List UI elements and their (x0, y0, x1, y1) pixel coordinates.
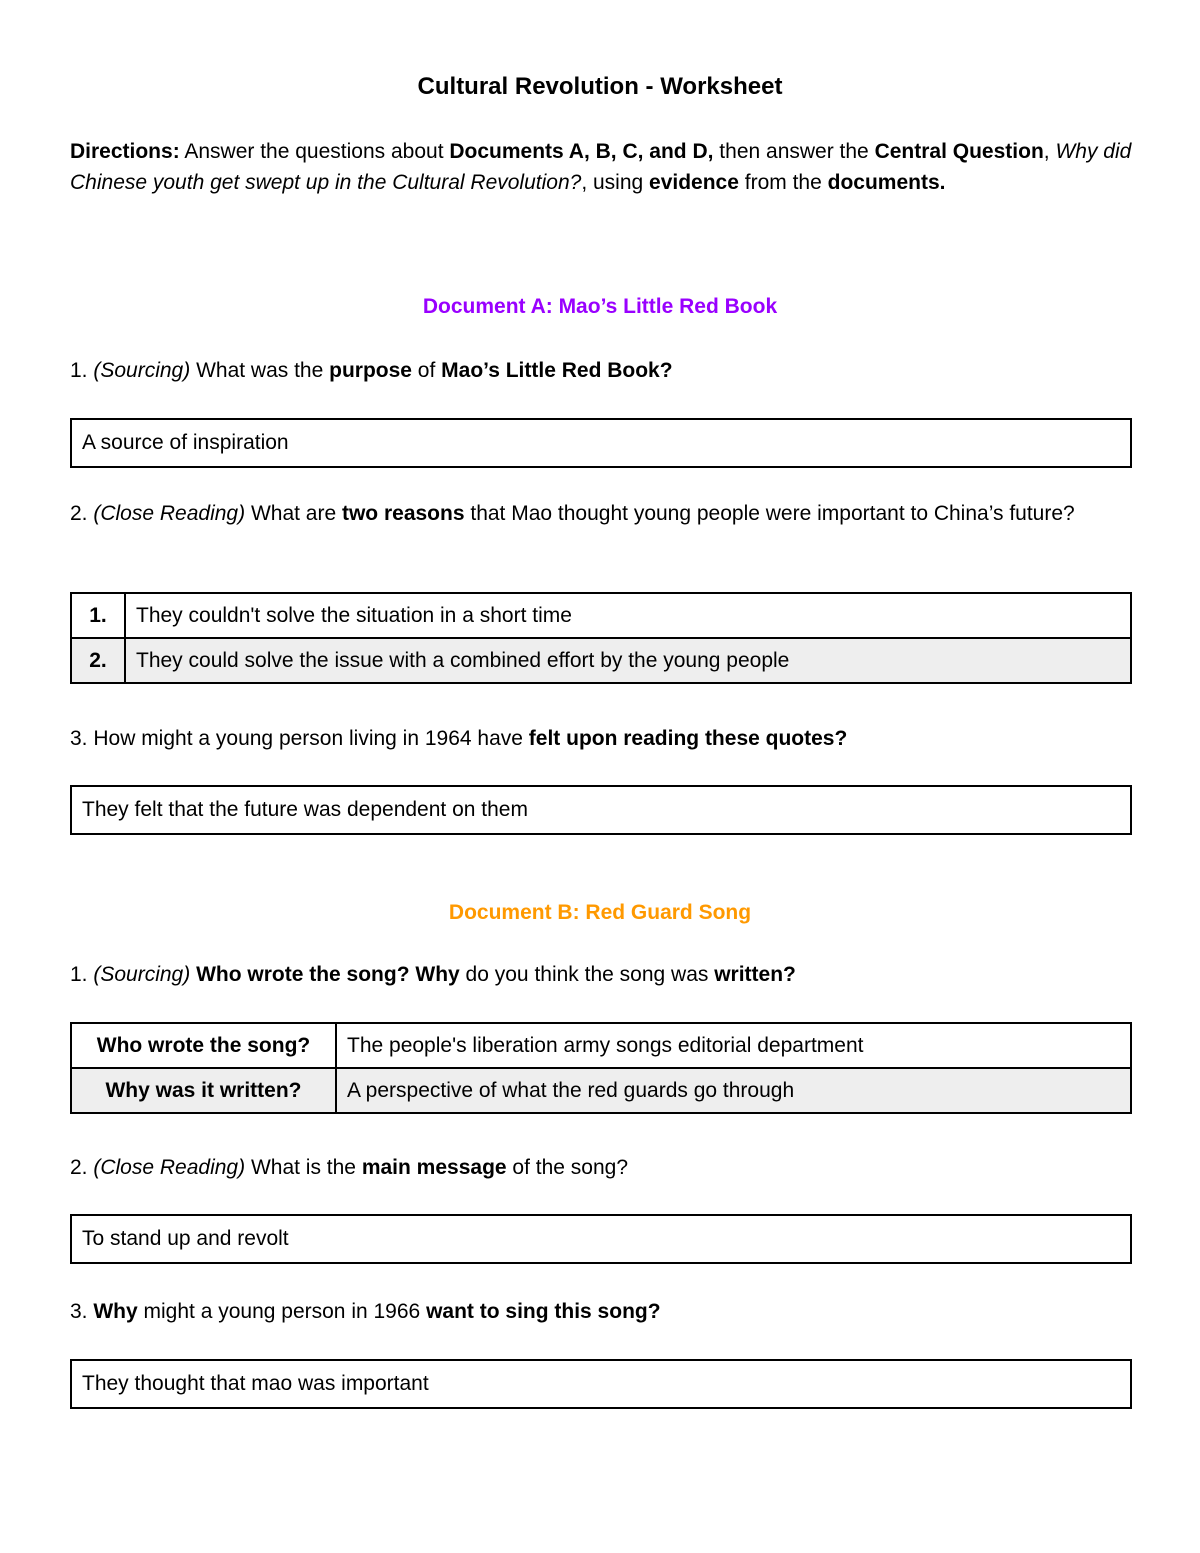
directions-paragraph (70, 136, 1132, 198)
directions-evidence: evidence (649, 171, 739, 194)
row-number: 1. (71, 593, 125, 638)
directions-label: Directions: (70, 140, 180, 163)
table-row (71, 1068, 1131, 1113)
doc-b-question-2 (70, 1152, 1132, 1183)
directions-central-question-label: Central Question (874, 140, 1044, 163)
directions-text: then answer the (713, 140, 875, 163)
question-text: do you think the song was (459, 963, 715, 986)
question-bold-text: Who wrote the song? Why (190, 963, 460, 986)
song-answer-cell[interactable]: A perspective of what the red guards go through (336, 1068, 1131, 1113)
reason-answer-cell[interactable]: They could solve the issue with a combined effort by the young people (125, 638, 1131, 683)
question-tag: (Close Reading) (93, 1156, 246, 1179)
question-bold-text: written? (714, 963, 796, 986)
question-number: 1. (70, 359, 94, 382)
question-bold-text: Mao’s Little Red Book? (441, 359, 673, 382)
question-text: What is the (245, 1156, 362, 1179)
question-text: of (411, 359, 442, 382)
directions-central-question: Why did Chinese youth get swept up in the Cultural Revolution? (70, 140, 1132, 194)
directions-text: from the (738, 171, 828, 194)
document-a-heading: Document A: Mao’s Little Red Book (422, 295, 778, 318)
question-text: What are (245, 502, 342, 525)
question-tag: (Sourcing) (93, 963, 191, 986)
question-number: 3. (70, 1300, 94, 1323)
question-number: 2. (70, 1156, 94, 1179)
directions-documents-word: documents. (827, 171, 946, 194)
directions-text: , using (581, 171, 650, 194)
doc-a-question-1 (70, 355, 1132, 386)
question-number: 2. (70, 502, 94, 525)
row-label: Who wrote the song? (71, 1023, 336, 1068)
doc-b-song-table (70, 1022, 1132, 1114)
question-text: 3. How might a young person living in 1964 have (70, 727, 529, 750)
doc-b-question-1 (70, 959, 1132, 990)
document-b-heading: Document B: Red Guard Song (448, 901, 752, 924)
question-bold-text: want to sing this song? (426, 1300, 661, 1323)
doc-b-answer-3[interactable]: They thought that mao was important (70, 1359, 1132, 1409)
reason-answer-cell[interactable]: They couldn't solve the situation in a short time (125, 593, 1131, 638)
question-bold-text: felt upon reading these quotes? (528, 727, 848, 750)
directions-text: Answer the questions about (179, 140, 450, 163)
page-title: Cultural Revolution - Worksheet (417, 73, 783, 100)
question-tag: (Sourcing) (93, 359, 191, 382)
question-bold-text: Why (93, 1300, 138, 1323)
row-number: 2. (71, 638, 125, 683)
question-text: might a young person in 1966 (137, 1300, 427, 1323)
question-number: 1. (70, 963, 94, 986)
row-label: Why was it written? (71, 1068, 336, 1113)
question-text: What was the (190, 359, 330, 382)
doc-a-question-2 (70, 498, 1132, 529)
doc-b-answer-2[interactable]: To stand up and revolt (70, 1214, 1132, 1264)
question-text: of the song? (506, 1156, 629, 1179)
question-bold-text: purpose (329, 359, 412, 382)
table-row (71, 593, 1131, 638)
doc-a-answer-1[interactable]: A source of inspiration (70, 418, 1132, 468)
directions-text: , (1043, 140, 1056, 163)
doc-b-question-3 (70, 1296, 1132, 1327)
question-tag: (Close Reading) (93, 502, 246, 525)
doc-a-question-3 (70, 723, 1132, 754)
table-row (71, 638, 1131, 683)
table-row (71, 1023, 1131, 1068)
question-text: that Mao thought young people were important to China’s future? (464, 502, 1075, 525)
doc-a-answer-3[interactable]: They felt that the future was dependent on them (70, 785, 1132, 835)
question-bold-text: two reasons (341, 502, 465, 525)
doc-a-reasons-table (70, 592, 1132, 684)
song-answer-cell[interactable]: The people's liberation army songs editorial department (336, 1023, 1131, 1068)
question-bold-text: main message (361, 1156, 507, 1179)
directions-documents: Documents A, B, C, and D, (449, 140, 714, 163)
